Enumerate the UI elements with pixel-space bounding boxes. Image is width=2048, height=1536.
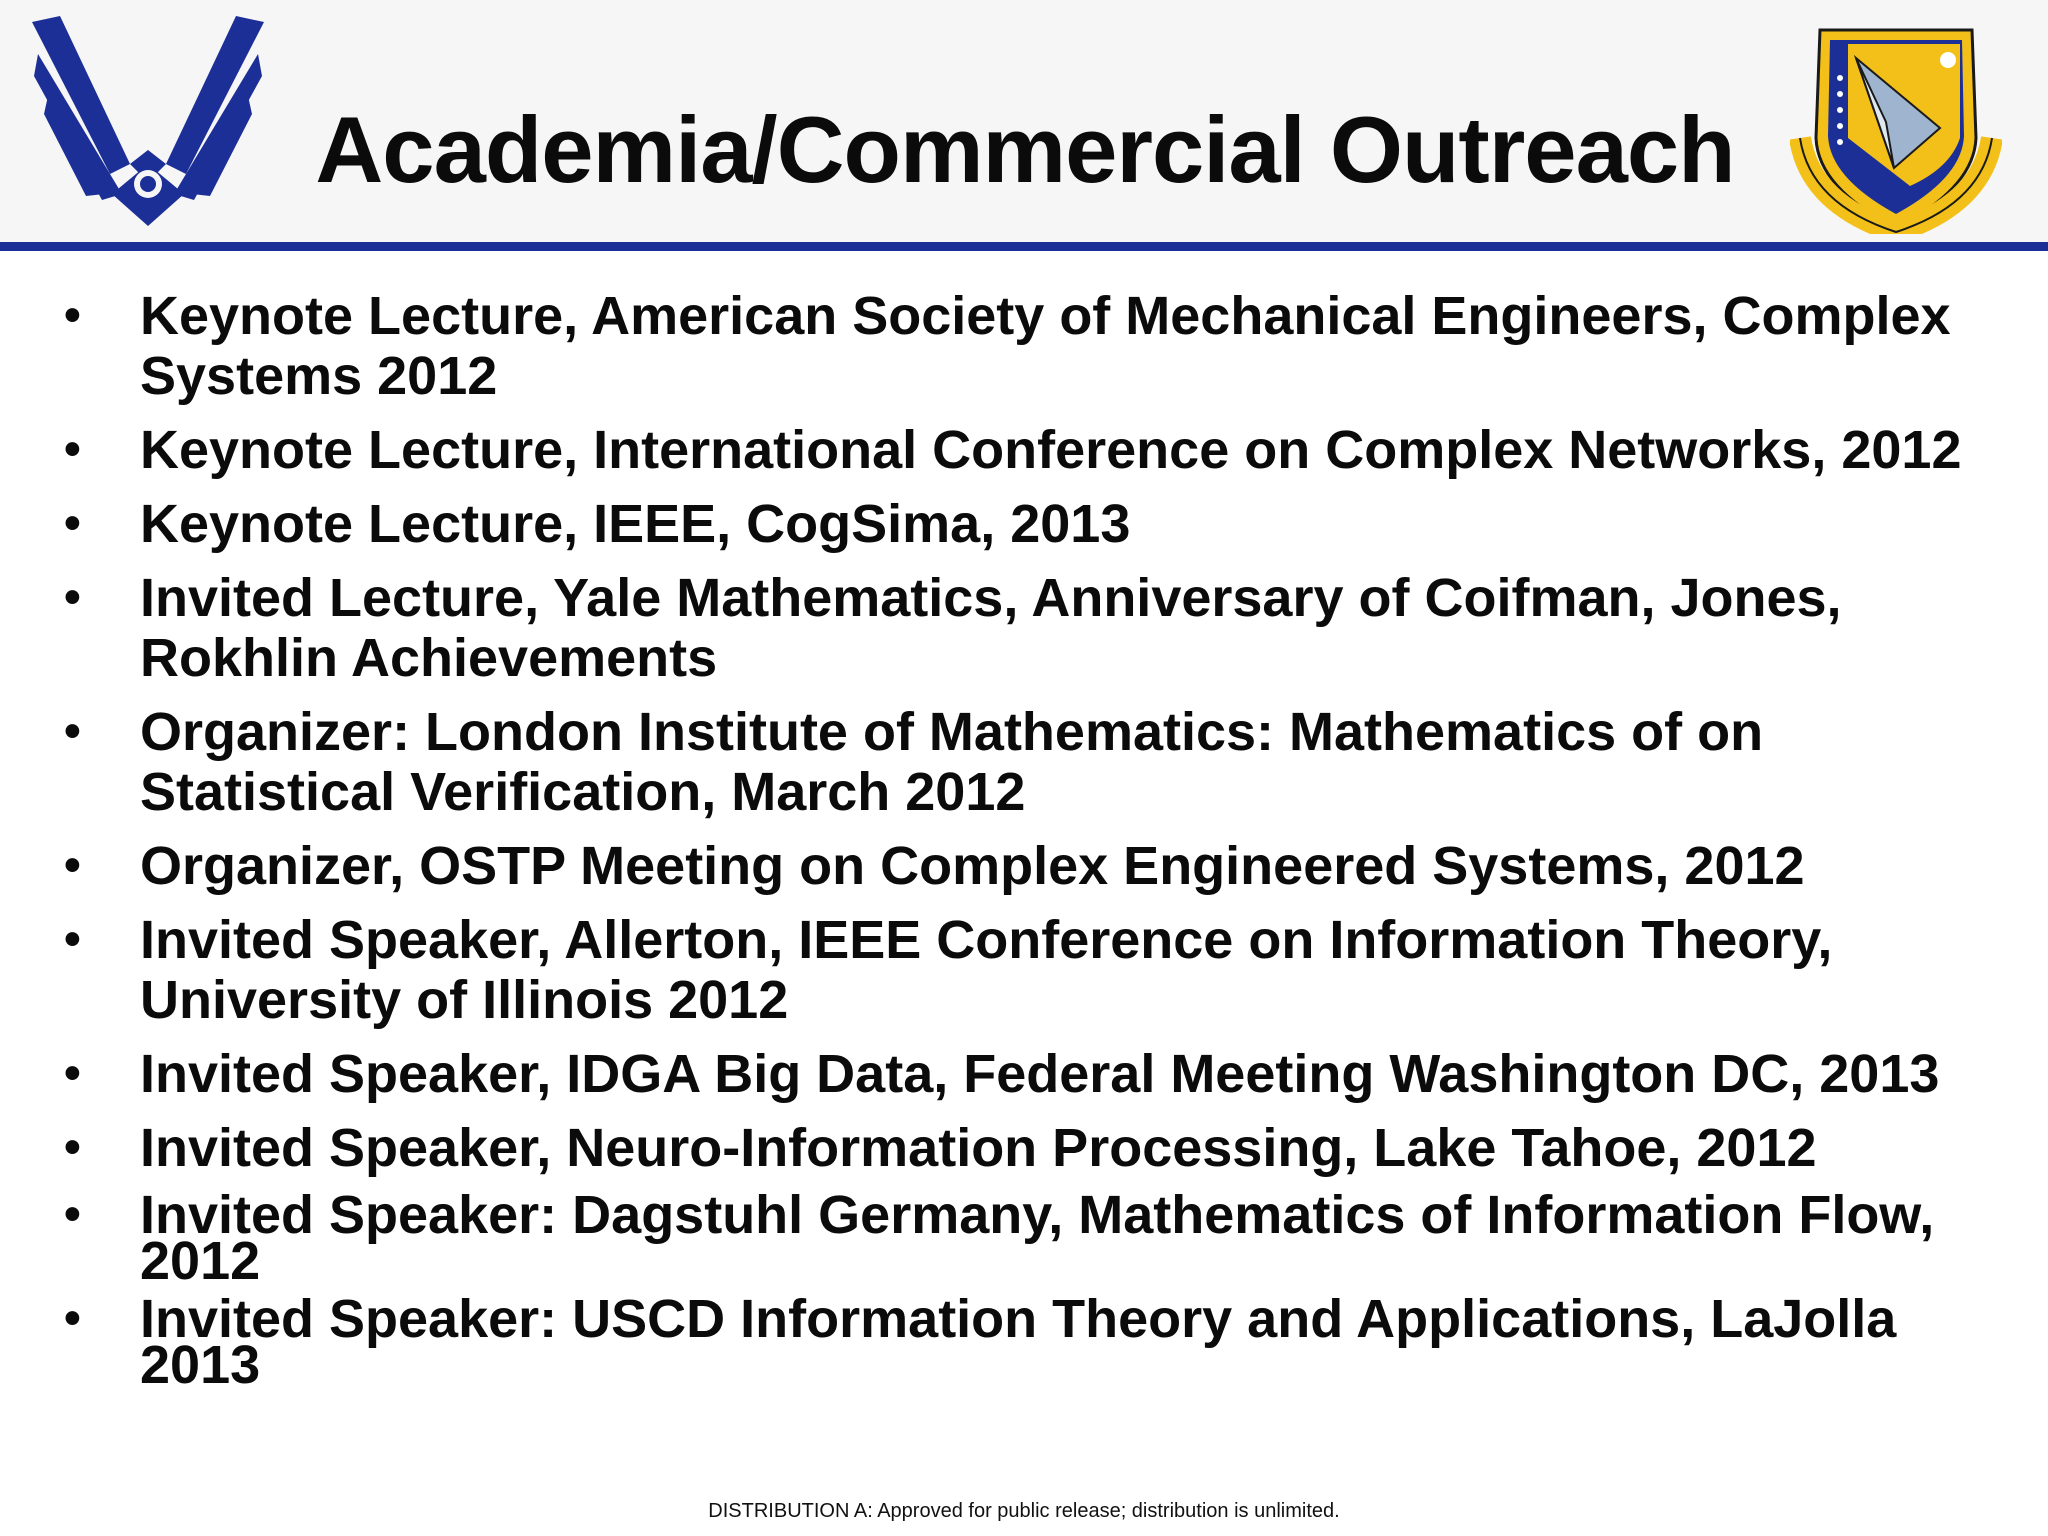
bullet-glyph: • — [64, 1047, 81, 1100]
list-item-text: Invited Speaker, Allerton, IEEE Conference on Information Theory, University of Illinois 2012 — [140, 910, 1833, 1030]
list-item — [60, 836, 2020, 896]
afrl-shield-icon — [1790, 18, 2002, 234]
bullet-glyph: • — [64, 913, 81, 966]
list-item-text: Invited Lecture, Yale Mathematics, Anniversary of Coifman, Jones, Rokhlin Achievements — [140, 568, 1842, 688]
list-item — [60, 420, 2020, 480]
bullet-list — [60, 286, 2020, 1400]
list-item — [60, 568, 2020, 688]
list-item-text: Keynote Lecture, IEEE, CogSima, 2013 — [140, 494, 1131, 554]
bullet-glyph: • — [64, 1188, 81, 1241]
list-item-text: Invited Speaker, IDGA Big Data, Federal Meeting Washington DC, 2013 — [140, 1044, 1940, 1104]
distribution-statement: DISTRIBUTION A: Approved for public release; distribution is unlimited. — [708, 1500, 1340, 1522]
list-item-text: Invited Speaker: Dagstuhl Germany, Mathematics of Information Flow, 2012 — [140, 1185, 1935, 1291]
list-item — [60, 1289, 2020, 1395]
list-item-text: Keynote Lecture, International Conference on Complex Networks, 2012 — [140, 420, 1962, 480]
list-item-text: Invited Speaker, Neuro-Information Processing, Lake Tahoe, 2012 — [140, 1118, 1817, 1178]
bullet-glyph: • — [64, 571, 81, 624]
page-title: Academia/Commercial Outreach — [315, 97, 1735, 202]
bullet-glyph: • — [64, 289, 81, 342]
bullet-glyph: • — [64, 1292, 81, 1345]
bullet-glyph: • — [64, 1121, 81, 1174]
list-item — [60, 1118, 2020, 1178]
list-item-text: Keynote Lecture, American Society of Mechanical Engineers, Complex Systems 2012 — [140, 286, 1951, 406]
bullet-glyph: • — [64, 497, 81, 550]
list-item — [60, 1185, 2020, 1291]
list-item-text: Organizer: London Institute of Mathematics: Mathematics of on Statistical Verification, March 2012 — [140, 702, 1764, 822]
bullet-glyph: • — [64, 839, 81, 892]
list-item — [60, 494, 2020, 554]
list-item-text: Invited Speaker: USCD Information Theory and Applications, LaJolla 2013 — [140, 1289, 1897, 1395]
bullet-glyph: • — [64, 705, 81, 758]
air-force-wings-icon — [30, 14, 266, 228]
list-item-text: Organizer, OSTP Meeting on Complex Engineered Systems, 2012 — [140, 836, 1805, 896]
list-item — [60, 286, 2020, 406]
list-item — [60, 702, 2020, 822]
header-divider — [0, 242, 2048, 251]
list-item — [60, 1044, 2020, 1104]
bullet-glyph: • — [64, 423, 81, 476]
list-item — [60, 910, 2020, 1030]
